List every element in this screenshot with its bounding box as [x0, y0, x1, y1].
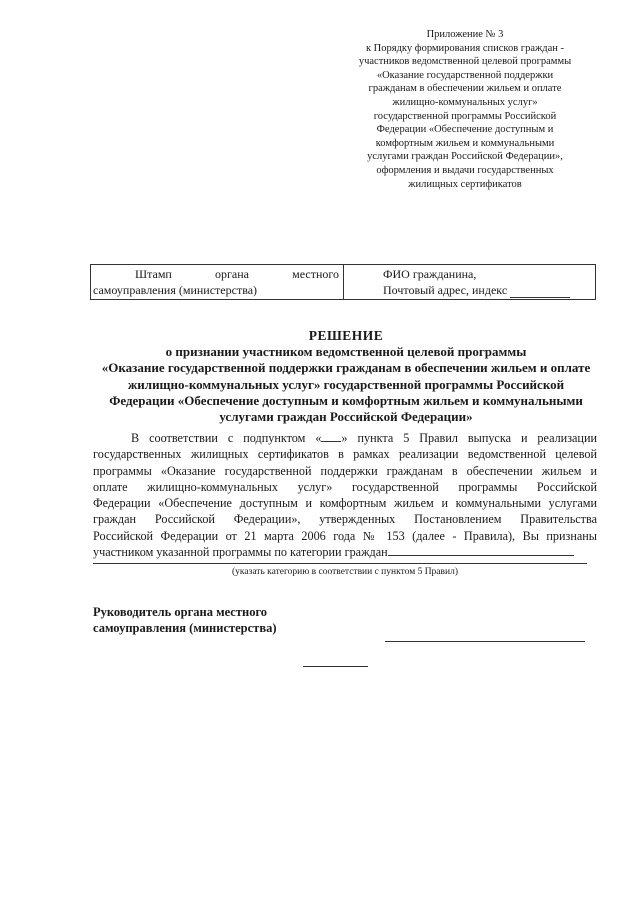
title-line: услугами граждан Российской Федерации» — [219, 409, 473, 425]
address-blank-line — [510, 285, 570, 298]
body-text: участником указанной программы по категории граждан — [93, 545, 388, 560]
appendix-line: участников ведомственной целевой программы — [358, 56, 572, 68]
signer-title — [93, 604, 277, 637]
closing-rule — [303, 666, 368, 667]
appendix-line: Приложение № 3 — [426, 29, 504, 40]
appendix-line: гражданам в обеспечении жильем и оплате — [368, 83, 562, 95]
appendix-line: оформления и выдачи государственных — [376, 164, 554, 176]
body-line: граждан Российской Федерации», утвержденных Постановлением Правительства — [93, 512, 597, 527]
category-hint: (указать категорию в соответствии с пунктом 5 Правил) — [231, 567, 459, 577]
decision-title — [90, 328, 602, 425]
addressee-cell — [383, 265, 570, 298]
appendix-line: комфортным жильем и коммунальными — [375, 137, 555, 149]
title-line: жилищно-коммунальных услуг» государственной программы Российской — [127, 376, 565, 392]
signer-line: Руководитель органа местного — [93, 605, 268, 619]
appendix-line: государственной программы Российской — [373, 110, 557, 122]
subpoint-blank — [321, 430, 341, 442]
body-line: государственных жилищных сертификатов в рамках реализации ведомственной целевой — [93, 447, 597, 462]
category-blank — [388, 544, 574, 556]
body-text: В соответствии с подпунктом « — [131, 431, 322, 445]
stamp-table — [90, 264, 596, 300]
title-line: о признании участником ведомственной целевой программы — [165, 344, 527, 360]
stamp-cell — [91, 265, 344, 299]
appendix-line: услугами граждан Российской Федерации», — [367, 151, 563, 163]
decision-body — [93, 430, 597, 560]
stamp-word: местного — [292, 267, 339, 281]
stamp-word: Штамп — [135, 267, 172, 281]
stamp-word: органа — [215, 267, 249, 281]
signer-line: самоуправления (министерства) — [93, 621, 277, 636]
body-text: » пункта 5 Правил выпуска и реализации — [341, 431, 597, 445]
signature-line — [385, 641, 585, 642]
stamp-line-2: самоуправления (министерства) — [93, 283, 258, 297]
appendix-line: «Оказание государственной поддержки — [376, 69, 554, 81]
body-line: Федерации «Обеспечение доступным и комфортным жильем и коммунальными услугами — [93, 496, 597, 511]
appendix-line: к Порядку формирования списков граждан - — [365, 42, 565, 54]
title-line: Федерации «Обеспечение доступным и комфортным жильем и коммунальными — [109, 392, 583, 408]
appendix-line: жилищных сертификатов — [408, 178, 522, 190]
appendix-header — [330, 28, 600, 191]
body-line — [93, 430, 597, 446]
appendix-line: жилищно-коммунальных услуг» — [392, 96, 538, 108]
body-line: оплате жилищно-коммунальных услуг» государственной программы Российской — [93, 479, 597, 494]
addressee-address-label: Почтовый адрес, индекс — [383, 283, 508, 297]
body-line: Российской Федерации от 21 марта 2006 года № 153 (далее - Правила), Вы признаны — [93, 528, 597, 543]
appendix-line: Федерации «Обеспечение доступным и — [376, 124, 554, 136]
body-line — [93, 544, 597, 560]
body-line: программы «Оказание государственной поддержки гражданам в обеспечении жильем и — [93, 463, 597, 478]
title-line: «Оказание государственной поддержки гражданам в обеспечении жильем и оплате — [101, 360, 591, 376]
addressee-name-label: ФИО гражданина, — [383, 267, 477, 281]
decision-heading: РЕШЕНИЕ — [308, 328, 384, 343]
category-blank-line — [93, 563, 587, 564]
